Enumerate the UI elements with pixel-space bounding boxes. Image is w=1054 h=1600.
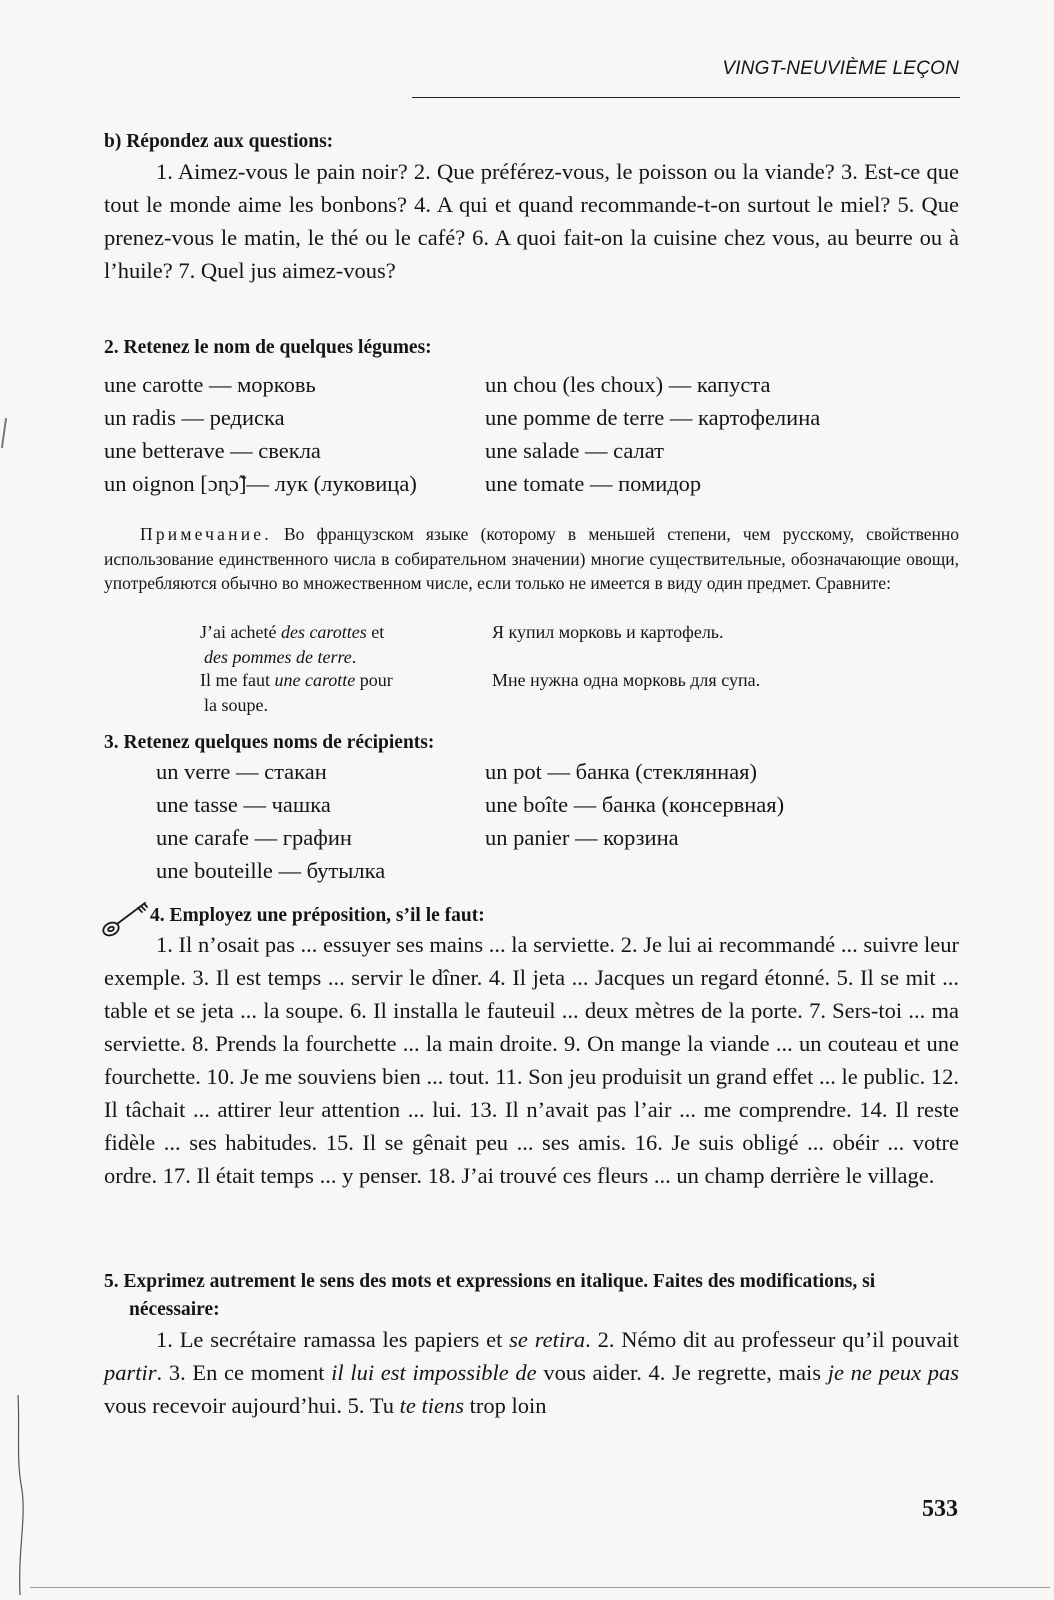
vocab-item: un pot — банка (стеклянная)	[485, 759, 758, 784]
exercise-text: trop loin	[463, 1393, 547, 1418]
section-3-heading: 3. Retenez quelques noms de récipients:	[104, 732, 435, 753]
vocab-item: une boîte — банка (консервная)	[485, 792, 785, 817]
containers-right-column	[485, 755, 784, 854]
vegetables-right-column	[485, 368, 820, 500]
section-4-text: 1. Il n’osait pas ... essuyer ses mains ... la serviette. 2. Je lui ai recommandé ... suivre leur exemple. 3. Il est temps ... servir le dîner. 4. Il jeta ... Jacques un regard étonné. 5. Il se mit ... table et se jeta ... la soupe. 6. Il installa le fauteuil ... deux mètres de la porte. 7. Sers-toi ... ma serviette. 8. Prends la fourchette ... la main droite. 9. On mange la viande ... un couteau et une fourchette. 10. Je me souviens bien ... tout. 11. Son jeu produisit un grand effet ... le public. 12. Il tâchait ... attirer leur attention ... lui. 13. Il n’avait pas l’air ... me comprendre. 14. Il reste fidèle ... ses habitudes. 15. Il se gênait peu ... ses amis. 16. Je suis obligé ... obéir ... votre ordre. 17. Il était temps ... y penser. 18. J’ai trouvé ces fleurs ... un champ derrière le village.	[104, 932, 959, 1188]
header-rule	[412, 97, 960, 98]
section-b-questions	[104, 155, 959, 287]
vocab-item: un panier — корзина	[485, 825, 679, 850]
note-example-2-russian: Мне нужна одна морковь для супа.	[492, 670, 761, 690]
section-2-heading: 2. Retenez le nom de quelques légumes:	[104, 337, 432, 358]
page-bottom-edge	[30, 1587, 1050, 1588]
vocab-item: une tasse — чашка	[156, 792, 331, 817]
section-5-exercise	[104, 1323, 959, 1422]
note-example-1-french	[200, 620, 384, 670]
containers-left-column	[156, 755, 385, 887]
vocab-item: un radis — редиска	[104, 405, 285, 430]
example-italic: des carottes	[280, 622, 367, 642]
vocab-item: un oignon [ɔɳɔ̃]— лук (луковица)	[104, 471, 417, 496]
exercise-text: vous recevoir aujourd’hui. 5. Tu	[104, 1393, 400, 1418]
italic-expression: se retira	[509, 1327, 586, 1352]
vocab-item: une tomate — помидор	[485, 471, 702, 496]
example-italic: des pommes de terre	[204, 647, 352, 667]
example-text: pour	[355, 670, 393, 690]
note-example-1-russian: Я купил морковь и картофель.	[492, 622, 724, 642]
italic-expression: je ne peux pas	[827, 1360, 959, 1385]
vocab-item: un chou (les choux) — капуста	[485, 372, 771, 397]
example-text: et	[366, 622, 385, 642]
italic-expression: partir	[104, 1360, 157, 1385]
grammar-note	[104, 522, 959, 596]
note-lead: Примечание.	[140, 524, 272, 544]
section-b-text: 1. Aimez-vous le pain noir? 2. Que préférez-vous, le poisson ou la viande? 3. Est-ce que tout le monde aime les bonbons? 4. A qui et quand recommande-t-on surtout le miel? 5. Que prenez-vous le matin, le thé ou le café? 6. A quoi fait-on la cuisine chez vous, au beurre ou à l’huile? 7. Quel jus aimez-vous?	[104, 159, 959, 283]
example-italic: une carotte	[274, 670, 356, 690]
vegetables-left-column	[104, 368, 417, 500]
running-header: VINGT-NEUVIÈME LEÇON	[722, 58, 959, 79]
vocab-item: une carafe — графин	[156, 825, 352, 850]
exercise-text: . 2. Némo dit au professeur qu’il pouvait	[585, 1327, 959, 1352]
vocab-item: une salade — салат	[485, 438, 664, 463]
vocab-item: une pomme de terre — картофелина	[485, 405, 821, 430]
exercise-text: . 3. En ce moment	[156, 1360, 332, 1385]
section-4-heading: 4. Employez une préposition, s’il le faut:	[150, 905, 485, 926]
exercise-text: 1. Le secrétaire ramassa les papiers et	[156, 1327, 510, 1352]
vocab-item: une bouteille — бутылка	[156, 858, 386, 883]
vocab-item: une carotte — морковь	[104, 372, 316, 397]
example-text: Il me faut	[200, 670, 275, 690]
vocab-item: une betterave — свекла	[104, 438, 321, 463]
italic-expression: te tiens	[399, 1393, 464, 1418]
section-4-exercise	[104, 928, 959, 1192]
section-5-text	[104, 1323, 959, 1422]
page-number: 533	[922, 1496, 958, 1522]
exercise-text: vous aider. 4. Je regrette, mais	[536, 1360, 828, 1385]
section-5-heading: 5. Exprimez autrement le sens des mots et expressions en italique. Faites des modifications, si nécessaire:	[104, 1271, 876, 1320]
example-text: .	[351, 647, 357, 667]
note-text: Во французском языке (которому в меньшей степени, чем русскому, свойственно использование единственного числа в собирательном значении) многие существительные, обозначающие овощи, употребляются обычно во множественном числе, если только не имеется в виду один предмет. Сравните:	[104, 524, 959, 593]
note-example-2-french	[200, 668, 393, 718]
italic-expression: il lui est impossible de	[331, 1360, 537, 1385]
example-text: la soupe.	[204, 695, 268, 715]
margin-mark	[1, 418, 7, 448]
section-b-heading: b) Répondez aux questions:	[104, 131, 334, 152]
margin-scribble	[0, 1390, 40, 1600]
example-text: J’ai acheté	[200, 622, 281, 642]
vocab-item: un verre — стакан	[156, 759, 327, 784]
